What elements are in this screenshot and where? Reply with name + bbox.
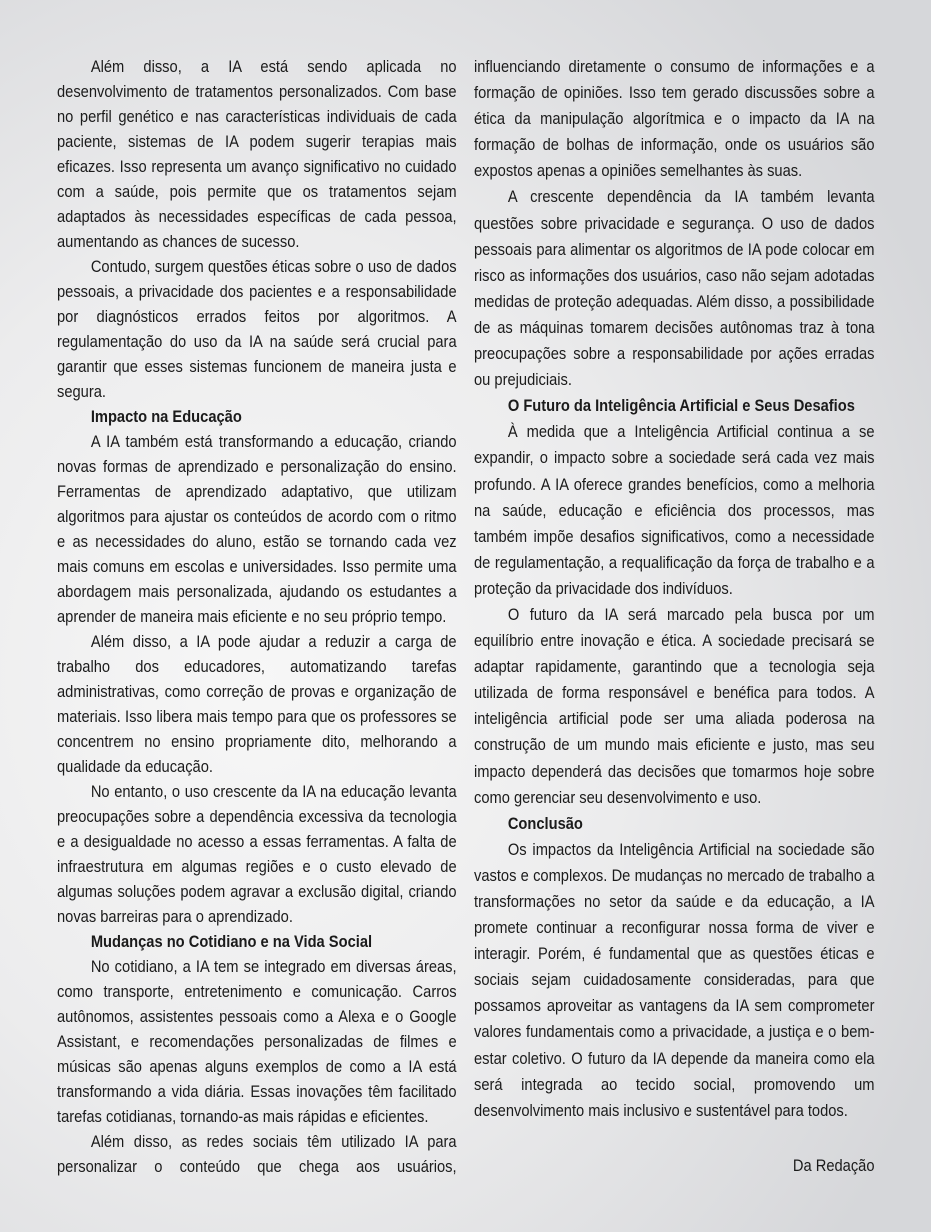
paragraph-adaptive-learning: A IA também está transformando a educação, criando novas formas de aprendizado e personalização do ensino. Ferramentas de aprendizado adaptativo, que utilizam algoritmos para ajustar os conteúdos de acordo com o ritmo e as necessidades do aluno, estão se tornando cada vez mais comuns em escolas e universidades. Isso permite uma abordagem mais personalizada, ajudando os estudantes a aprender de maneira mais eficiente e no seu próprio tempo. bbox=[57, 432, 457, 626]
left-column bbox=[57, 55, 457, 1180]
paragraph-educator-workload: Além disso, a IA pode ajudar a reduzir a carga de trabalho dos educadores, automatizando tarefas administrativas, como correção de provas e organização de materiais. Isso libera mais tempo para que os professores se concentrem no ensino propriamente dito, melhorando a qualidade da educação. bbox=[57, 632, 457, 776]
byline-signature: Da Redação bbox=[792, 1157, 875, 1175]
heading-conclusion: Conclusão bbox=[507, 814, 583, 833]
paragraph-personalized-treatments: Além disso, a IA está sendo aplicada no desenvolvimento de tratamentos personalizados. Com base no perfil genético e nas características individuais de cada paciente, sistemas de IA podem sugerir terapias mais eficazes. Isso representa um avanço significativo no cuidado com a saúde, pois permite que os tratamentos sejam adaptados às necessidades específicas de cada pessoa, aumentando as chances de sucesso. bbox=[57, 57, 457, 251]
paragraph-education-concerns: No entanto, o uso crescente da IA na educação levanta preocupações sobre a dependência excessiva da tecnologia e a desigualdade no acesso a essas ferramentas. A falta de infraestrutura em algumas regiões e o custo elevado de algumas soluções podem agravar a exclusão digital, criando novas barreiras para o aprendizado. bbox=[57, 782, 457, 926]
paragraph-everyday-ai: No cotidiano, a IA tem se integrado em diversas áreas, como transporte, entretenimento e comunicação. Carros autônomos, assistentes pessoais como a Alexa e o Google Assistant, e recomendações personalizadas de filmes e músicas são apenas alguns exemplos de como a IA está transformando a vida diária. Essas inovações têm facilitado tarefas cotidianas, tornando-as mais rápidas e eficientes. bbox=[57, 957, 457, 1126]
heading-future-of-ai: O Futuro da Inteligência Artificial e Seus Desafios bbox=[507, 397, 855, 416]
paragraph-future-benefits-challenges: À medida que a Inteligência Artificial continua a se expandir, o impacto sobre a sociedade será cada vez mais profundo. A IA oferece grandes benefícios, como a melhoria na saúde, educação e eficiência dos processos, mas também impõe desafios significativos, como a necessidade de regulamentação, a requalificação da força de trabalho e a proteção da privacidade dos indivíduos. bbox=[474, 423, 875, 598]
heading-daily-life-changes: Mudanças no Cotidiano e na Vida Social bbox=[90, 932, 373, 951]
right-column-body bbox=[474, 54, 875, 1124]
right-column bbox=[474, 54, 875, 1179]
paragraph-social-media-start: Além disso, as redes sociais têm utilizado IA para personalizar o conteúdo que chega aos usuários, bbox=[57, 1132, 457, 1176]
paragraph-social-media-continued: influenciando diretamente o consumo de informações e a formação de opiniões. Isso tem gerado discussões sobre a ética da manipulação algorítmica e o impacto da IA na formação de bolhas de informação, onde os usuários são expostos apenas a opiniões semelhantes às suas. bbox=[474, 58, 875, 181]
paragraph-conclusion: Os impactos da Inteligência Artificial na sociedade são vastos e complexos. De mudanças no mercado de trabalho a transformações no setor da saúde e da educação, a IA promete continuar a reconfigurar nossa forma de viver e interagir. Porém, é fundamental que as questões éticas e sociais sejam cuidadosamente consideradas, para que possamos aproveitar as vantagens da IA sem comprometer valores fundamentais como a privacidade, a justiça e o bem-estar coletivo. O futuro da IA depende da maneira como ela será integrada ao tecido social, promovendo um desenvolvimento mais inclusivo e sustentável para todos. bbox=[474, 840, 875, 1120]
paragraph-health-ethics: Contudo, surgem questões éticas sobre o uso de dados pessoais, a privacidade dos pacientes e a responsabilidade por diagnósticos errados feitos por algoritmos. A regulamentação do uso da IA na saúde será crucial para garantir que esses sistemas funcionem de maneira justa e segura. bbox=[57, 257, 457, 401]
paragraph-privacy-security: A crescente dependência da IA também levanta questões sobre privacidade e segurança. O uso de dados pessoais para alimentar os algoritmos de IA pode colocar em risco as informações dos usuários, caso não sejam adotadas medidas de proteção adequadas. Além disso, a possibilidade de as máquinas tomarem decisões autônomas traz à tona preocupações sobre a responsabilidade por ações erradas ou prejudiciais. bbox=[474, 188, 875, 390]
heading-education-impact: Impacto na Educação bbox=[90, 407, 242, 426]
paragraph-future-balance: O futuro da IA será marcado pela busca por um equilíbrio entre inovação e ética. A sociedade precisará se adaptar rapidamente, garantindo que a tecnologia seja utilizada de forma responsável e benéfica para todos. A inteligência artificial pode ser uma aliada poderosa na construção de um mundo mais eficiente e justo, mas seu impacto dependerá das decisões que tomarmos hoje sobre como gerenciar seu desenvolvimento e uso. bbox=[474, 605, 875, 807]
